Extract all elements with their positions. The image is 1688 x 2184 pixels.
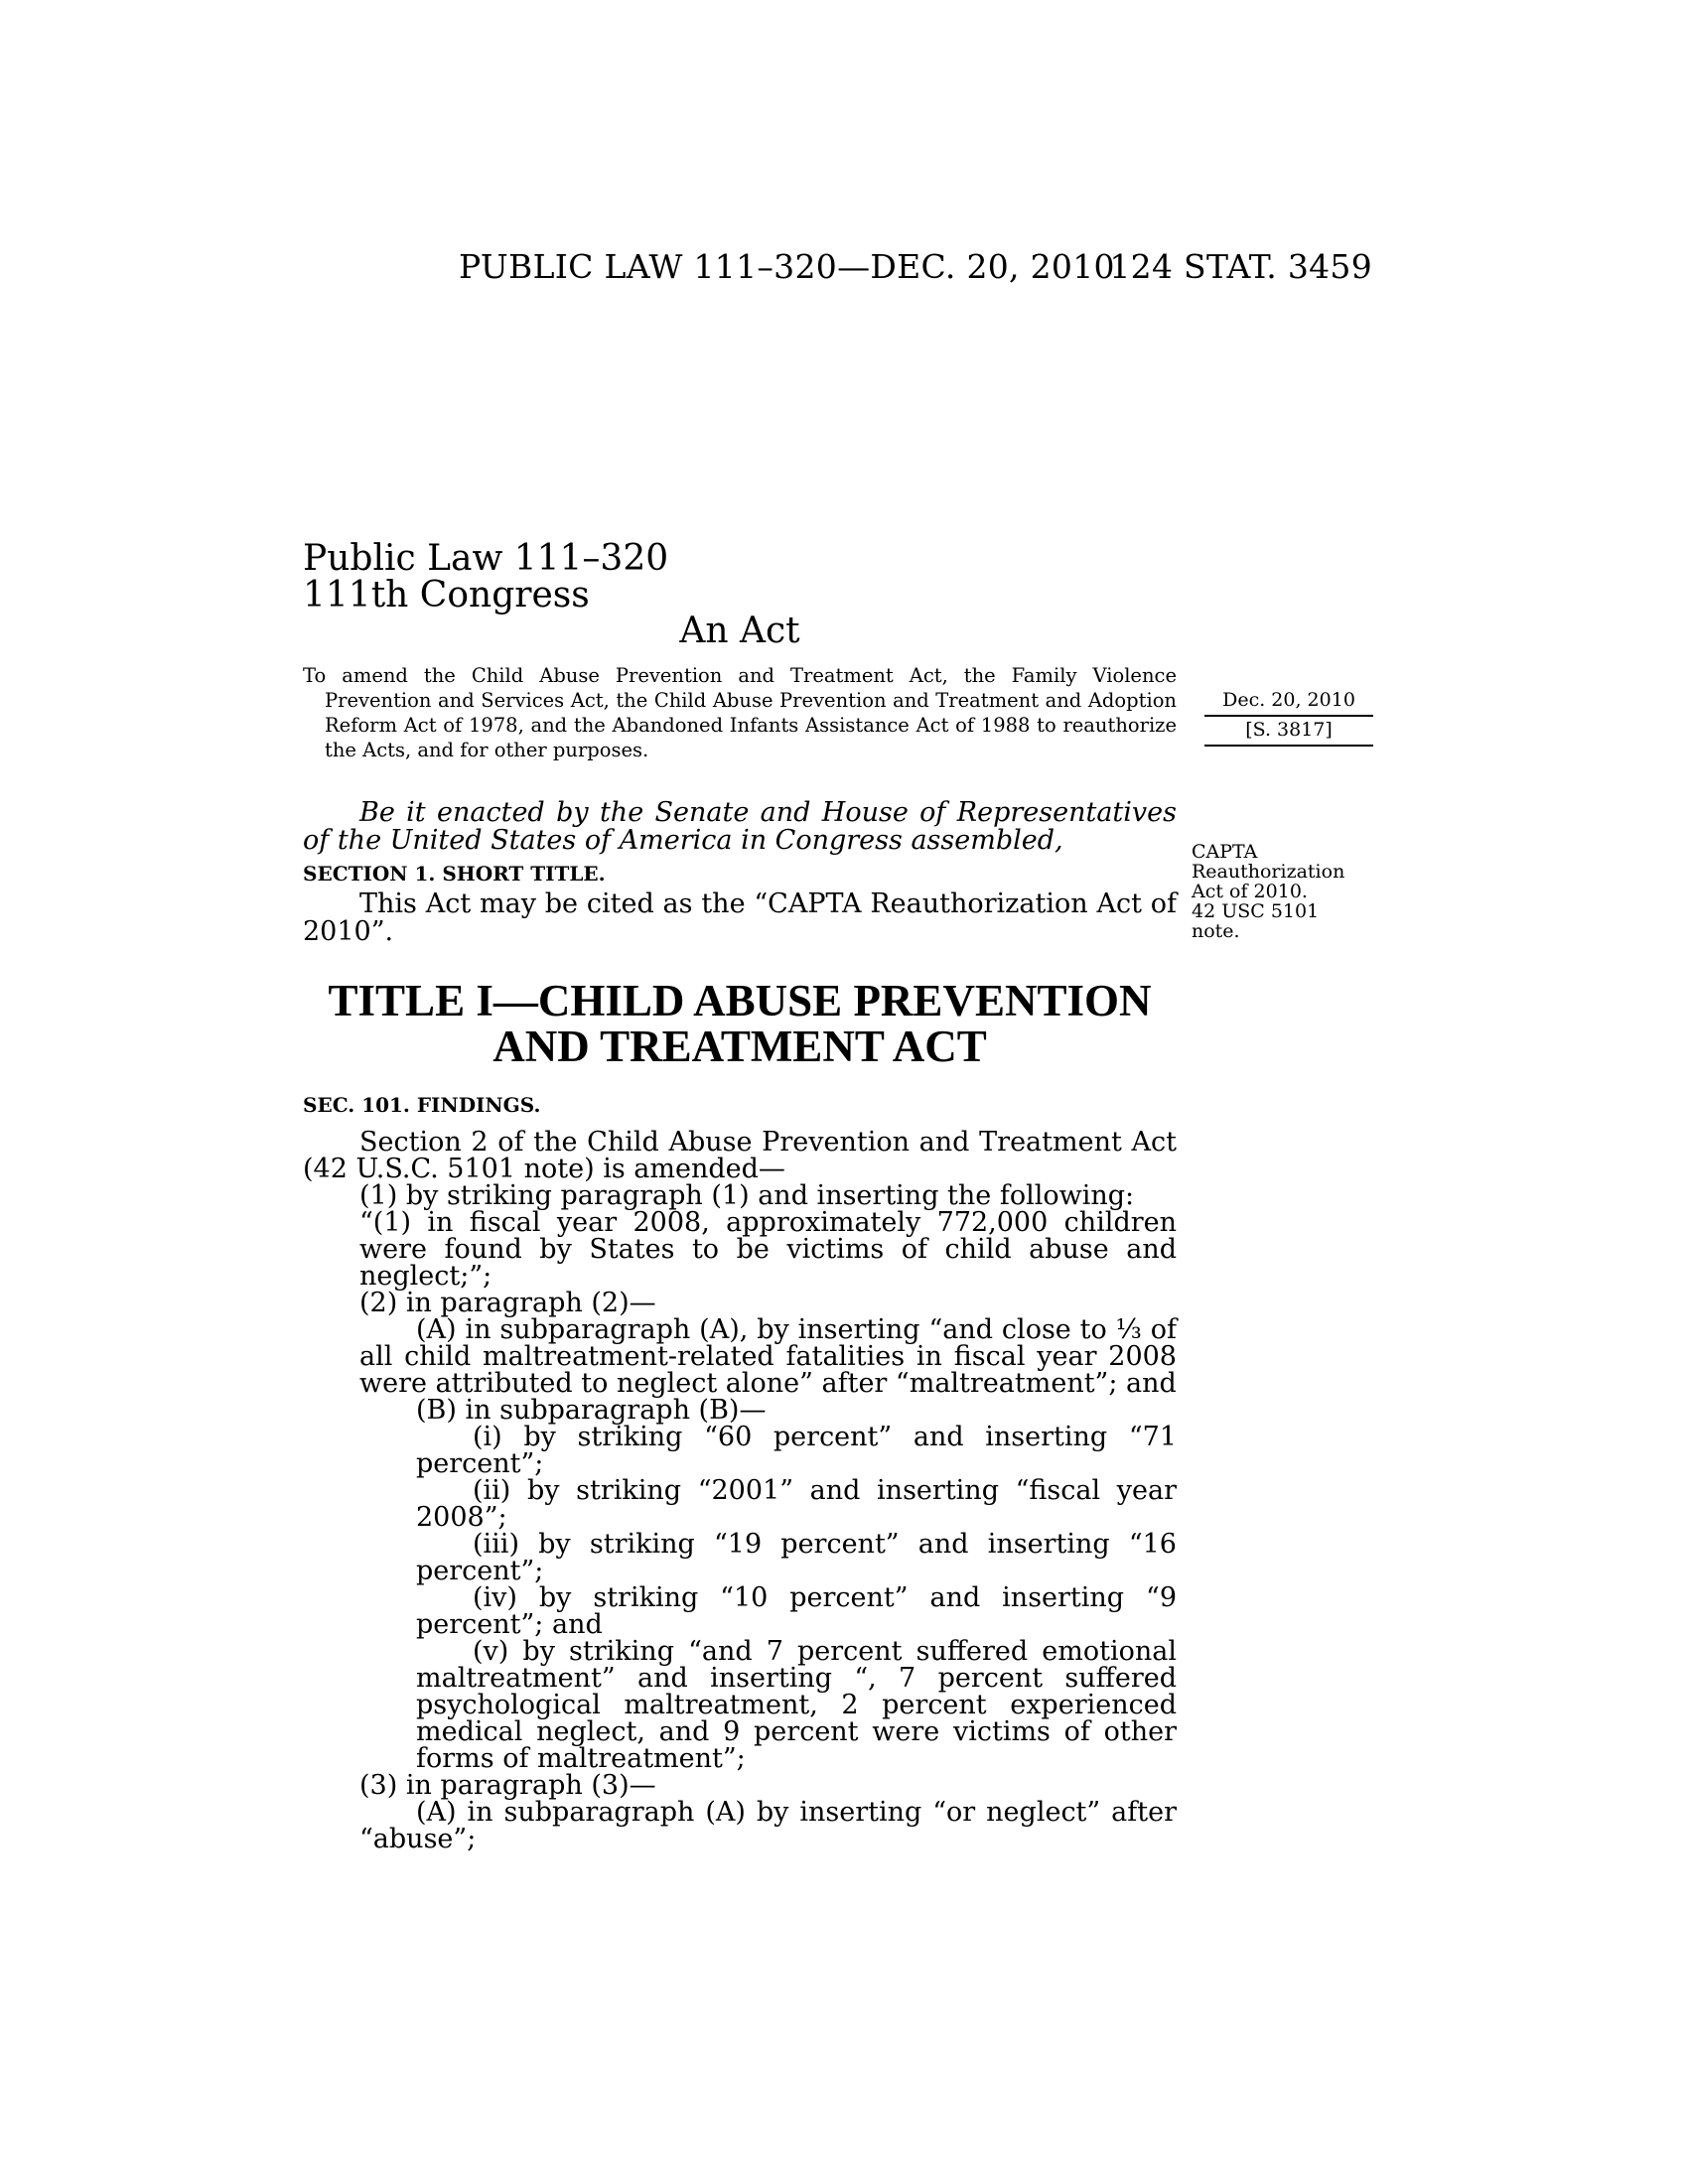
margin-note-line: CAPTA [1192,841,1258,863]
margin-note-line: Act of 2010. [1192,881,1308,902]
title-heading [303,978,1177,1069]
enacting-clause: Be it enacted by the Senate and House of Representatives of the United States of America in Congress assembled, [303,797,1177,856]
body-paragraph: (A) in subparagraph (A), by inserting “and close to ⅓ of all child maltreatment-related fatalities in fiscal year 2008 were attributed to neglect alone” after “maltreatment”; and [359,1314,1177,1399]
body-paragraph: (ii) by striking “2001” and inserting “fiscal year 2008”; [416,1475,1177,1533]
section-1-text: This Act may be cited as the “CAPTA Reauthorization Act of 2010”. [303,888,1177,947]
body-paragraph: (iii) by striking “19 percent” and inserting “16 percent”; [416,1529,1177,1586]
title-heading-line: TITLE I—CHILD ABUSE PREVENTION [328,976,1152,1025]
margin-bill-number: [S. 3817] [1204,718,1373,747]
running-header-right: 124 STAT. 3459 [1109,247,1372,286]
margin-note-line: 42 USC 5101 [1192,900,1320,922]
body-paragraph: “(1) in fiscal year 2008, approximately 772,000 children were found by States to be victims of child abuse and neglect;”; [359,1207,1177,1292]
body-paragraph: (iv) by striking “10 percent” and inserting “9 percent”; and [416,1582,1177,1640]
body-paragraph: (1) by striking paragraph (1) and inserting the following: [359,1180,1135,1211]
margin-note-line: note. [1192,920,1240,942]
margin-notes [1192,842,1390,941]
body-paragraph: Section 2 of the Child Abuse Prevention and Treatment Act (42 U.S.C. 5101 note) is amended— [303,1127,1177,1184]
body-paragraph: (A) in subparagraph (A) by inserting “or neglect” after “abuse”; [359,1797,1177,1854]
congress-number: 111th Congress [303,575,590,615]
title-heading-line: AND TREATMENT ACT [492,1022,987,1071]
running-header-left: PUBLIC LAW 111–320—DEC. 20, 2010 [459,247,1115,286]
law-number: Public Law 111–320 [303,538,669,579]
margin-note-line: Reauthorization [1192,861,1345,883]
body-paragraph: (2) in paragraph (2)— [359,1288,656,1318]
section-101-heading: SEC. 101. FINDINGS. [303,1093,541,1117]
act-label: An Act [679,611,800,651]
body-paragraph: (v) by striking “and 7 percent suffered emotional maltreatment” and inserting “, 7 percent suffered psychological maltreatment, 2 percent experienced medical neglect, and 9 percent were victims of other forms of maltreatment”; [416,1636,1177,1774]
body-paragraph: (i) by striking “60 percent” and inserting “71 percent”; [416,1422,1177,1479]
section-101-body [303,1129,1177,1852]
margin-date: Dec. 20, 2010 [1204,688,1373,717]
section-1-heading: SECTION 1. SHORT TITLE. [303,862,606,886]
body-paragraph: (3) in paragraph (3)— [359,1770,656,1801]
body-paragraph: (B) in subparagraph (B)— [416,1395,767,1426]
long-title: To amend the Child Abuse Prevention and Treatment Act, the Family Violence Prevention and Services Act, the Child Abuse Prevention and Treatment and Adoption Reform Act of 1978, and the Abandoned Infants Assistance Act of 1988 to reauthorize the Acts, and for other purposes. [303,664,1177,761]
